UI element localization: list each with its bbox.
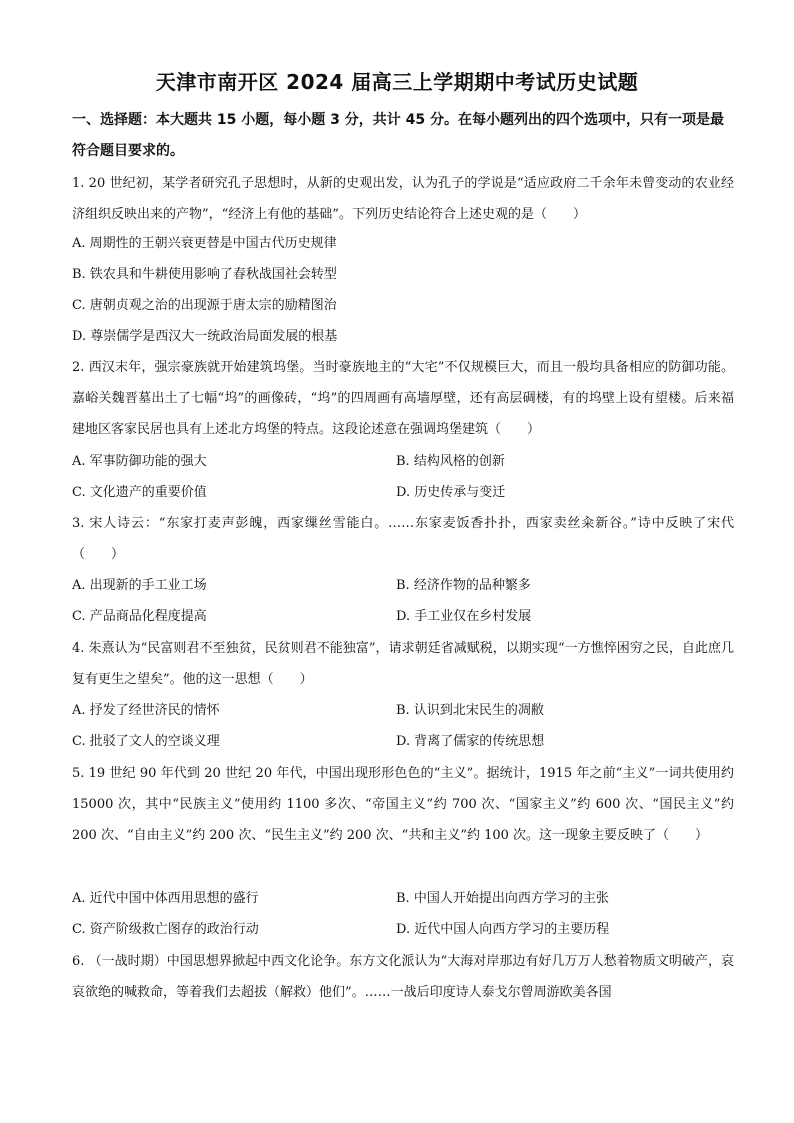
question-1-stem: 1. 20 世纪初，某学者研究孔子思想时，从新的史观出发，认为孔子的学说是“适应政府二千余年未曾变动的农业经济组织反映出来的产物”，“经济上有他的基础”。下列历史结论符合上述史观的是（ ） <box>72 176 734 222</box>
question-2-option-d: D. 历史传承与变迁 <box>396 485 506 500</box>
question-4-option-d: D. 背离了儒家的传统思想 <box>396 734 545 749</box>
question-3-option-d: D. 手工业仅在乡村发展 <box>396 609 532 624</box>
page-title: 天津市南开区 2024 届高三上学期期中考试历史试题 <box>155 70 639 94</box>
question-1-option-a: A. 周期性的王朝兴衰更替是中国古代历史规律 <box>72 236 337 251</box>
question-2-option-b: B. 结构风格的创新 <box>396 454 505 469</box>
question-5-stem: 5. 19 世纪 90 年代到 20 世纪 20 年代，中国出现形形色色的“主义”。据统计，1915 年之前“主义”一词共使用约 15000 次，其中“民族主义”使用约 1100 多次、“帝国主义”约 700 次、“国家主义”约 600 次、“国民主义”约 200 次、“自由主义”约 200 次、“民生主义”约 200 次、“共和主义”约 100 次。这一现象主要反映了（ ） <box>72 766 734 843</box>
question-5-option-d: D. 近代中国人向西方学习的主要历程 <box>396 922 610 937</box>
question-4-option-c: C. 批驳了文人的空谈义理 <box>72 734 220 749</box>
question-3-option-b: B. 经济作物的品种繁多 <box>396 578 531 593</box>
question-3-option-c: C. 产品商品化程度提高 <box>72 609 207 624</box>
question-4-option-a: A. 抒发了经世济民的情怀 <box>72 703 220 718</box>
question-2-option-a: A. 军事防御功能的强大 <box>72 454 207 469</box>
section-heading: 一、选择题：本大题共 15 小题，每小题 3 分，共计 45 分。在每小题列出的四个选项中，只有一项是最符合题目要求的。 <box>72 112 724 159</box>
question-5-option-a: A. 近代中国中体西用思想的盛行 <box>72 891 259 906</box>
question-1-option-d: D. 尊崇儒学是西汉大一统政治局面发展的根基 <box>72 329 338 344</box>
question-4-option-b: B. 认识到北宋民生的凋敝 <box>396 703 544 718</box>
question-3-stem: 3. 宋人诗云：“东家打麦声彭魄，西家缫丝雪能白。……东家麦饭香扑扑，西家卖丝籴新谷。”诗中反映了宋代（ ） <box>72 516 734 562</box>
question-4-stem: 4. 朱熹认为“民富则君不至独贫，民贫则君不能独富”，请求朝廷省减赋税，以期实现“一方憔悴困穷之民，自此庶几复有更生之望矣”。他的这一思想（ ） <box>72 641 734 687</box>
question-1-option-b: B. 铁农具和牛耕使用影响了春秋战国社会转型 <box>72 267 337 282</box>
question-1-option-c: C. 唐朝贞观之治的出现源于唐太宗的励精图治 <box>72 298 337 313</box>
question-3-option-a: A. 出现新的手工业工场 <box>72 578 207 593</box>
question-2-stem: 2. 西汉末年，强宗豪族就开始建筑坞堡。当时豪族地主的“大宅”不仅规模巨大，而且一般均具备相应的防御功能。嘉峪关魏晋墓出土了七幅“坞”的画像砖，“坞”的四周画有高墙厚壁，还有高层碉楼，有的坞壁上设有望楼。后来福建地区客家民居也具有上述北方坞堡的特点。这段论述意在强调坞堡建筑（ ） <box>72 360 734 437</box>
question-5-option-b: B. 中国人开始提出向西方学习的主张 <box>396 891 609 906</box>
question-6-stem: 6. （一战时期）中国思想界掀起中西文化论争。东方文化派认为“大海对岸那边有好几万万人愁着物质文明破产，哀哀欲绝的喊救命，等着我们去超拔（解救）他们”。……一战后印度诗人泰戈尔曾周游欧美各国 <box>72 954 734 1000</box>
question-5-option-c: C. 资产阶级救亡图存的政治行动 <box>72 922 259 937</box>
question-2-option-c: C. 文化遗产的重要价值 <box>72 485 207 500</box>
